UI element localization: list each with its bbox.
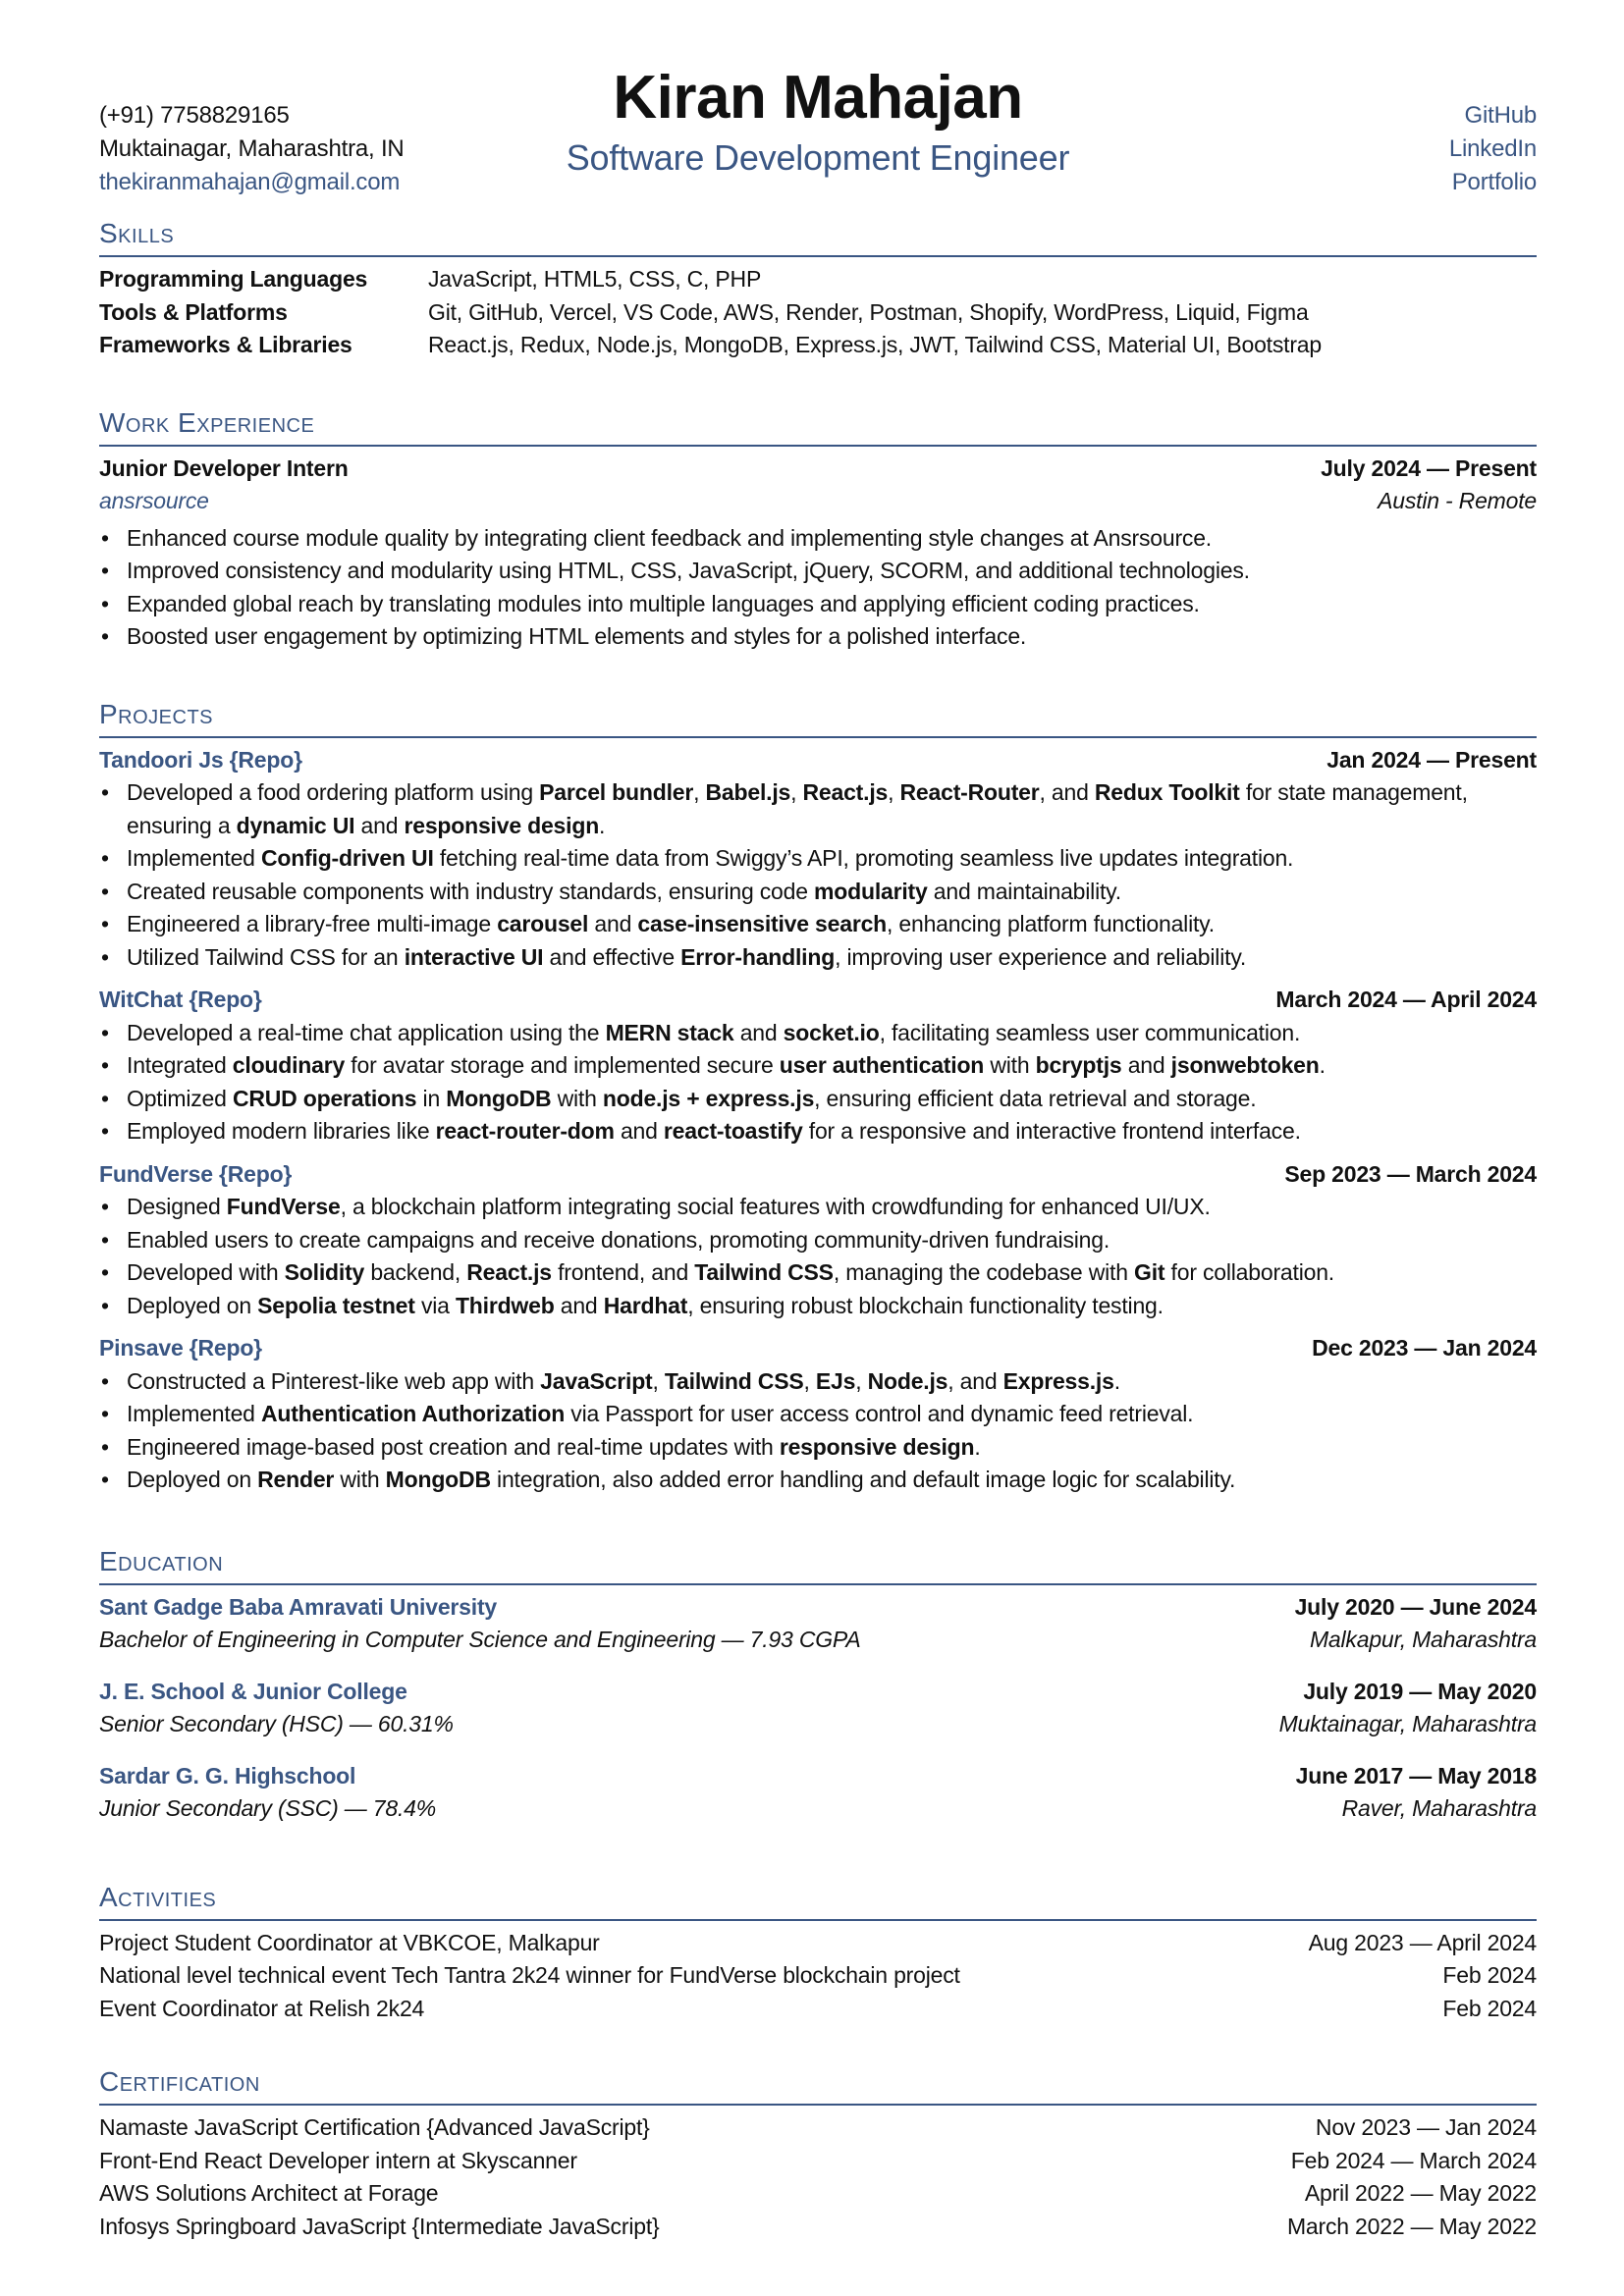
resume xyxy=(99,0,1537,2243)
entry-row xyxy=(99,1158,1537,1192)
bullet-list xyxy=(99,1191,1537,1322)
text-segment: Implemented xyxy=(127,1401,261,1426)
text-segment: for avatar storage and implemented secure xyxy=(345,1052,780,1078)
text-segment: , facilitating seamless user communication. xyxy=(879,1019,1301,1045)
certification-dates: Feb 2024 — March 2024 xyxy=(1290,2147,1537,2173)
bold-text: carousel xyxy=(497,911,589,936)
activities-item: Project Student Coordinator at VBKCOE, Malkapur xyxy=(99,1929,600,1955)
profile-links xyxy=(1449,99,1537,199)
text-segment: Constructed a Pinterest-like web app with xyxy=(127,1367,541,1394)
project-repo-link[interactable]: WitChat {Repo} xyxy=(99,987,262,1012)
bullet-item xyxy=(99,1464,1537,1497)
bold-text: React.js xyxy=(802,779,889,805)
bold-text: Error-handling xyxy=(680,943,836,970)
bold-text: Tailwind CSS xyxy=(664,1367,804,1394)
certification-item: AWS Solutions Architect at Forage xyxy=(99,2180,439,2206)
text-segment: and xyxy=(554,1292,604,1318)
text-segment: for collaboration. xyxy=(1164,1259,1334,1285)
role-title: Software Development Engineer xyxy=(566,137,1070,178)
text-segment: , a blockchain platform integrating social features with crowdfunding for enhanced UI/UX. xyxy=(340,1194,1211,1219)
job-title: Junior Developer Intern xyxy=(99,454,349,481)
bold-text: bcryptjs xyxy=(1035,1052,1122,1078)
project-dates: Dec 2023 — Jan 2024 xyxy=(1312,1335,1537,1361)
bold-text: Thirdweb xyxy=(455,1292,555,1318)
activities-dates: Aug 2023 — April 2024 xyxy=(1308,1929,1537,1955)
text-segment: and maintainability. xyxy=(927,878,1121,904)
text-segment: Implemented xyxy=(127,845,261,871)
bold-text: MERN stack xyxy=(605,1019,734,1045)
text-segment: , xyxy=(790,779,803,805)
bold-text: Render xyxy=(257,1467,335,1492)
text-segment: Created reusable components with industry standards, ensuring code xyxy=(127,878,815,904)
text-segment: Developed a food ordering platform using xyxy=(127,779,540,805)
project-entry xyxy=(99,1332,1537,1497)
text-segment: , and xyxy=(947,1367,1003,1394)
bullet-list xyxy=(99,776,1537,974)
bullet-list xyxy=(99,1365,1537,1497)
text-segment: , xyxy=(803,1367,816,1394)
text-segment: in xyxy=(416,1085,447,1111)
project-repo-link[interactable]: Pinsave {Repo} xyxy=(99,1335,262,1361)
bold-text: cloudinary xyxy=(232,1052,346,1078)
linkedin-link[interactable]: LinkedIn xyxy=(1448,135,1537,162)
text-segment: and xyxy=(614,1118,664,1144)
bullet-item xyxy=(99,522,1537,556)
education-location: Raver, Maharashtra xyxy=(1341,1795,1537,1821)
entry-row xyxy=(99,485,1537,518)
skills-section xyxy=(99,216,1537,362)
certification-dates: April 2022 — May 2022 xyxy=(1304,2180,1537,2206)
bullet-item xyxy=(99,555,1537,588)
bold-text: Redux Toolkit xyxy=(1094,779,1240,805)
text-segment: , improving user experience and reliability. xyxy=(835,943,1247,970)
certification-item: Namaste JavaScript Certification {Advanced JavaScript} xyxy=(99,2114,650,2140)
section-heading: Activities xyxy=(99,1880,1537,1921)
entry-row xyxy=(99,984,1537,1017)
entry-row xyxy=(99,1993,1537,2026)
projects-section xyxy=(99,697,1537,1497)
certification-item: Infosys Springboard JavaScript {Intermediate JavaScript} xyxy=(99,2213,660,2239)
text-segment: , and xyxy=(1039,779,1095,805)
bold-text: Babel.js xyxy=(705,779,791,805)
text-segment: for a responsive and interactive frontend interface. xyxy=(802,1118,1301,1144)
bullet-item xyxy=(99,1017,1537,1050)
section-heading: Work Experience xyxy=(99,405,1537,447)
skill-values: JavaScript, HTML5, CSS, C, PHP xyxy=(428,266,762,292)
bold-text: case-insensitive search xyxy=(637,911,888,936)
degree: Junior Secondary (SSC) — 78.4% xyxy=(99,1795,436,1821)
text-segment: , xyxy=(693,779,706,805)
bullet-item xyxy=(99,1365,1537,1399)
bold-text: React.js xyxy=(466,1259,552,1285)
degree: Senior Secondary (HSC) — 60.31% xyxy=(99,1711,454,1736)
education-entry xyxy=(99,1760,1537,1826)
bullet-item xyxy=(99,1431,1537,1465)
bold-text: modularity xyxy=(814,878,928,904)
section-heading: Education xyxy=(99,1544,1537,1585)
bold-text: user authentication xyxy=(779,1052,985,1078)
bold-text: responsive design xyxy=(779,1433,975,1460)
entry-row xyxy=(99,1708,1537,1741)
text-segment: Enabled users to create campaigns and receive donations, promoting community-driven fundraising. xyxy=(127,1226,1110,1253)
bold-text: Config-driven UI xyxy=(260,845,434,871)
text-segment: backend, xyxy=(364,1259,467,1285)
bullet-item xyxy=(99,620,1537,654)
skills-row xyxy=(99,296,1537,330)
text-segment: Boosted user engagement by optimizing HTML elements and styles for a polished interface. xyxy=(127,623,1027,649)
activities-dates: Feb 2024 xyxy=(1442,1962,1537,1988)
project-repo-link[interactable]: Tandoori Js {Repo} xyxy=(99,746,302,773)
bullet-list xyxy=(99,522,1537,654)
entry-row xyxy=(99,1959,1537,1993)
certification-dates: Nov 2023 — Jan 2024 xyxy=(1315,2114,1537,2140)
bold-text: Authentication Authorization xyxy=(260,1401,566,1426)
skills-row xyxy=(99,329,1537,362)
entry-row xyxy=(99,453,1537,486)
text-segment: and xyxy=(1121,1052,1171,1078)
text-segment: . xyxy=(1113,1367,1120,1394)
bullet-item xyxy=(99,908,1537,941)
text-segment: Expanded global reach by translating modules into multiple languages and applying efficient coding practices. xyxy=(127,590,1200,616)
bold-text: Tailwind CSS xyxy=(694,1259,834,1285)
school-name[interactable]: J. E. School & Junior College xyxy=(99,1678,407,1704)
text-segment: via xyxy=(414,1292,456,1318)
school-name[interactable]: Sant Gadge Baba Amravati University xyxy=(99,1593,498,1620)
certification-item: Front-End React Developer intern at Skyscanner xyxy=(99,2147,577,2173)
text-segment: . xyxy=(974,1433,981,1460)
text-segment: integration, also added error handling and default image logic for scalability. xyxy=(490,1467,1236,1492)
section-heading: Skills xyxy=(99,216,1537,257)
entry-row xyxy=(99,1927,1537,1960)
text-segment: Integrated xyxy=(127,1052,233,1078)
text-segment: , managing the codebase with xyxy=(833,1259,1134,1285)
text-segment: Developed with xyxy=(127,1259,285,1285)
text-segment: , ensuring robust blockchain functionality testing. xyxy=(687,1292,1164,1318)
bold-text: node.js + express.js xyxy=(602,1085,815,1111)
project-repo-link[interactable]: FundVerse {Repo} xyxy=(99,1160,293,1187)
name-block xyxy=(99,61,1537,183)
bold-text: socket.io xyxy=(783,1019,880,1045)
entry-row xyxy=(99,1332,1537,1365)
entry-row xyxy=(99,2145,1537,2178)
text-segment: Deployed on xyxy=(127,1467,258,1492)
text-segment: , xyxy=(888,779,900,805)
project-entry xyxy=(99,744,1537,975)
text-segment: Engineered image-based post creation and real-time updates with xyxy=(127,1433,780,1460)
certification-section xyxy=(99,2064,1537,2243)
skill-values: React.js, Redux, Node.js, MongoDB, Express.js, JWT, Tailwind CSS, Material UI, Bootstrap xyxy=(428,332,1322,357)
work-section xyxy=(99,405,1537,654)
text-segment: . xyxy=(599,812,606,838)
bold-text: Parcel bundler xyxy=(539,779,694,805)
education-dates: June 2017 — May 2018 xyxy=(1295,1762,1537,1789)
entry-row xyxy=(99,2177,1537,2211)
education-dates: July 2020 — June 2024 xyxy=(1294,1593,1537,1620)
bold-text: react-toastify xyxy=(663,1118,803,1144)
activities-item: National level technical event Tech Tantra 2k24 winner for FundVerse blockchain project xyxy=(99,1962,960,1988)
project-dates: March 2024 — April 2024 xyxy=(1275,987,1537,1012)
phone: (+91) 7758829165 xyxy=(99,102,290,129)
text-segment: Employed modern libraries like xyxy=(127,1118,436,1144)
company-name: ansrsource xyxy=(99,488,209,513)
entry-row xyxy=(99,2211,1537,2244)
job-location: Austin - Remote xyxy=(1378,488,1537,513)
skill-category: Programming Languages xyxy=(99,266,368,292)
bold-text: responsive design xyxy=(404,812,600,838)
text-segment: Optimized xyxy=(127,1085,233,1111)
bold-text: interactive UI xyxy=(404,943,544,970)
bullet-item xyxy=(99,1049,1537,1083)
bullet-item xyxy=(99,1290,1537,1323)
education-section xyxy=(99,1544,1537,1826)
github-link[interactable]: GitHub xyxy=(1464,102,1537,129)
bold-text: Git xyxy=(1134,1259,1165,1285)
section-heading: Projects xyxy=(99,697,1537,738)
text-segment: , xyxy=(652,1367,665,1394)
certification-dates: March 2022 — May 2022 xyxy=(1286,2213,1537,2239)
activities-section xyxy=(99,1880,1537,2026)
bold-text: jsonwebtoken xyxy=(1170,1052,1320,1078)
text-segment: Developed a real-time chat application using the xyxy=(127,1019,606,1045)
project-entry xyxy=(99,984,1537,1148)
text-segment: with xyxy=(551,1085,603,1111)
text-segment: for state management, ensuring a xyxy=(127,779,1468,838)
text-segment: and xyxy=(588,911,638,936)
portfolio-link[interactable]: Portfolio xyxy=(1451,169,1537,195)
bold-text: JavaScript xyxy=(540,1367,653,1394)
activities-item: Event Coordinator at Relish 2k24 xyxy=(99,1995,425,2021)
skills-row xyxy=(99,263,1537,296)
text-segment: and xyxy=(733,1019,784,1045)
text-segment: Utilized Tailwind CSS for an xyxy=(127,943,405,970)
text-segment: with xyxy=(334,1467,386,1492)
skill-category: Frameworks & Libraries xyxy=(99,332,352,357)
bullet-item xyxy=(99,1398,1537,1431)
bullet-item xyxy=(99,776,1537,842)
bold-text: Node.js xyxy=(867,1367,948,1394)
degree: Bachelor of Engineering in Computer Science and Engineering — 7.93 CGPA xyxy=(99,1627,861,1652)
project-entry xyxy=(99,1158,1537,1323)
entry-row xyxy=(99,1792,1537,1826)
bold-text: Express.js xyxy=(1002,1367,1114,1394)
text-segment: . xyxy=(1319,1052,1326,1078)
entry-row xyxy=(99,1676,1537,1709)
bullet-item xyxy=(99,1191,1537,1224)
bullet-item xyxy=(99,1224,1537,1257)
bold-text: react-router-dom xyxy=(435,1118,615,1144)
bold-text: Sepolia testnet xyxy=(257,1292,415,1318)
text-segment: Improved consistency and modularity using HTML, CSS, JavaScript, jQuery, SCORM, and additional technologies. xyxy=(127,558,1250,583)
location: Muktainagar, Maharashtra, IN xyxy=(99,135,405,162)
text-segment: , enhancing platform functionality. xyxy=(887,911,1215,936)
bullet-item xyxy=(99,1115,1537,1148)
education-entry xyxy=(99,1591,1537,1657)
text-segment: Enhanced course module quality by integrating client feedback and implementing style changes at Ansrsource. xyxy=(127,524,1212,551)
text-segment: via Passport for user access control and dynamic feed retrieval. xyxy=(565,1401,1194,1426)
bold-text: FundVerse xyxy=(226,1194,341,1219)
text-segment: and effective xyxy=(543,943,681,970)
school-name[interactable]: Sardar G. G. Highschool xyxy=(99,1762,356,1789)
education-location: Muktainagar, Maharashtra xyxy=(1278,1711,1537,1736)
bullet-item xyxy=(99,842,1537,876)
text-segment: Deployed on xyxy=(127,1292,258,1318)
text-segment: fetching real-time data from Swiggy’s API, promoting seamless live updates integration. xyxy=(433,845,1294,871)
bold-text: MongoDB xyxy=(385,1467,491,1492)
bullet-item xyxy=(99,941,1537,975)
bold-text: EJs xyxy=(815,1367,856,1394)
education-location: Malkapur, Maharashtra xyxy=(1309,1627,1537,1652)
bullet-item xyxy=(99,1256,1537,1290)
work-entry xyxy=(99,453,1537,654)
email-link[interactable]: thekiranmahajan@gmail.com xyxy=(99,169,401,195)
bold-text: React-Router xyxy=(899,779,1040,805)
entry-row xyxy=(99,1624,1537,1657)
text-segment: frontend, and xyxy=(551,1259,695,1285)
skill-values: Git, GitHub, Vercel, VS Code, AWS, Render, Postman, Shopify, WordPress, Liquid, Figma xyxy=(428,298,1309,325)
text-segment: , xyxy=(855,1367,868,1394)
text-segment: Engineered a library-free multi-image xyxy=(127,911,498,936)
bold-text: CRUD operations xyxy=(232,1085,417,1111)
job-dates: July 2024 — Present xyxy=(1321,454,1537,481)
project-dates: Jan 2024 — Present xyxy=(1326,746,1537,773)
bold-text: Hardhat xyxy=(603,1292,688,1318)
bold-text: Solidity xyxy=(284,1259,365,1285)
bullet-item xyxy=(99,876,1537,909)
name: Kiran Mahajan xyxy=(613,64,1023,132)
bullet-list xyxy=(99,1017,1537,1148)
education-dates: July 2019 — May 2020 xyxy=(1303,1678,1537,1704)
entry-row xyxy=(99,744,1537,777)
bold-text: MongoDB xyxy=(446,1085,552,1111)
text-segment: and xyxy=(354,812,405,838)
text-segment: , ensuring efficient data retrieval and storage. xyxy=(814,1085,1257,1111)
education-entry xyxy=(99,1676,1537,1741)
text-segment: with xyxy=(984,1052,1036,1078)
section-heading: Certification xyxy=(99,2064,1537,2106)
bullet-item xyxy=(99,1083,1537,1116)
skill-category: Tools & Platforms xyxy=(99,298,288,325)
activities-dates: Feb 2024 xyxy=(1442,1995,1537,2021)
entry-row xyxy=(99,1760,1537,1793)
project-dates: Sep 2023 — March 2024 xyxy=(1284,1160,1537,1187)
entry-row xyxy=(99,2111,1537,2145)
text-segment: Designed xyxy=(127,1194,227,1219)
bullet-item xyxy=(99,588,1537,621)
bold-text: dynamic UI xyxy=(236,812,355,838)
entry-row xyxy=(99,1591,1537,1625)
resume-header xyxy=(99,0,1537,216)
